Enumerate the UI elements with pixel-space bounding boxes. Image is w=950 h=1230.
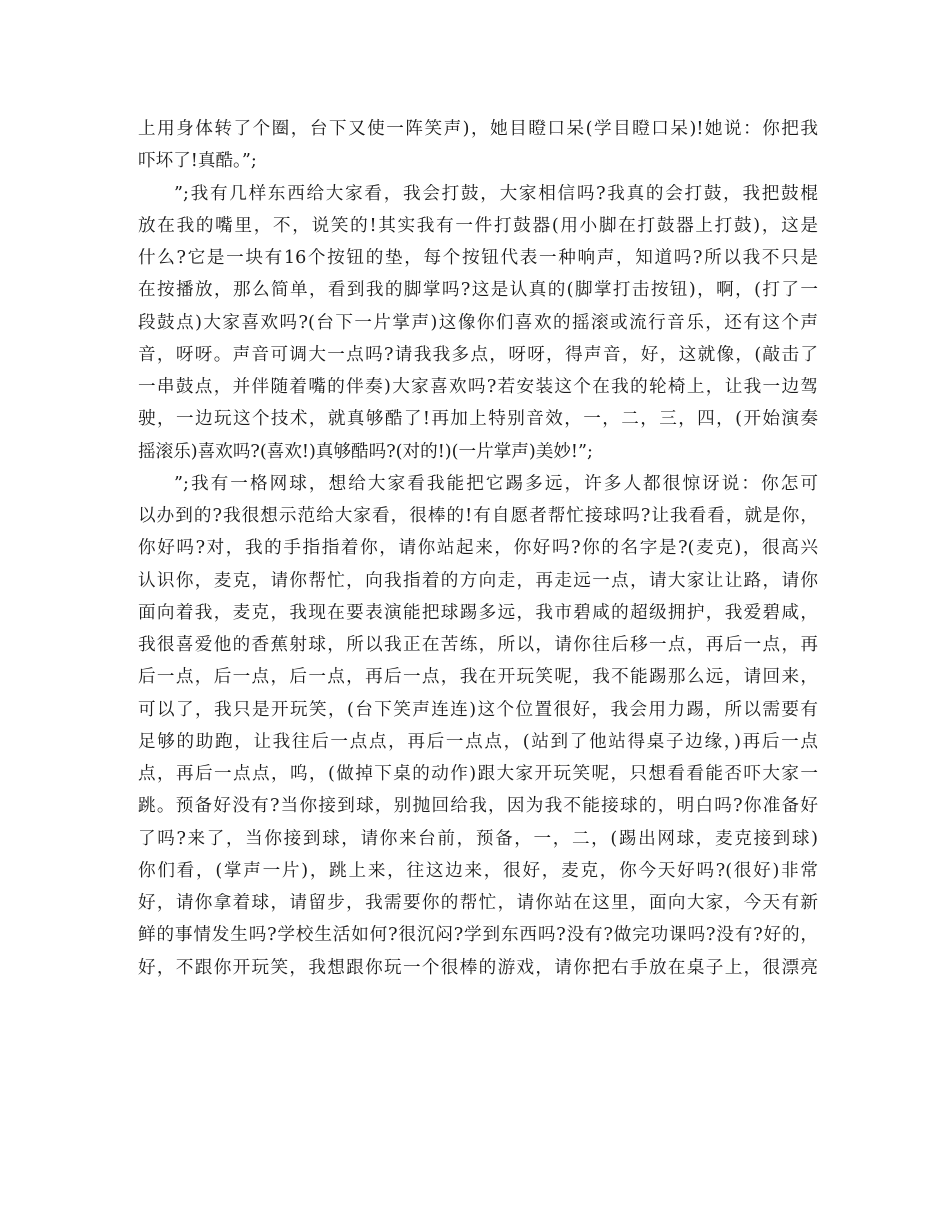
text-line: 吓坏了!真酷。”;	[138, 151, 257, 172]
text-line: 鲜的事情发生吗?学校生活如何?很沉闷?学到东西吗?没有?做完功课吗?没有?好的，	[138, 925, 818, 946]
text-line: 以办到的?我很想示范给大家看，很棒的!有自愿者帮忙接球吗?让我看看，就是你，	[138, 506, 818, 526]
text-line: 音，呀呀。声音可调大一点吗?请我我多点，呀呀，得声音，好，这就像，(敲击了	[138, 344, 818, 365]
text-line: 好，不跟你开玩笑，我想跟你玩一个很棒的游戏，请你把右手放在桌子上，很漂亮	[138, 957, 818, 978]
text-line: 后一点，后一点，后一点，再后一点，我在开玩笑呢，我不能踢那么远，请回来，	[138, 667, 818, 688]
text-line: 跳。预备好没有?当你接到球，别抛回给我，因为我不能接球的，明白吗?你准备好	[138, 796, 818, 817]
text-line: 点，再后一点点，呜，(做掉下桌的动作)跟大家开玩笑呢，只想看看能否吓大家一	[138, 764, 818, 784]
text-line: 你们看，(掌声一片)，跳上来，往这边来，很好，麦克，你今天好吗?(很好)非常	[138, 860, 818, 881]
text-line: 好，请你拿着球，请留步，我需要你的帮忙，请你站在这里，面向大家，今天有新	[138, 893, 818, 913]
text-line: 段鼓点)大家喜欢吗?(台下一片掌声)这像你们喜欢的摇滚或流行音乐，还有这个声	[138, 312, 818, 333]
text-line: 摇滚乐)喜欢吗?(喜欢!)真够酷吗?(对的!)(一片掌声)美妙!”;	[138, 441, 593, 462]
body-text	[138, 113, 818, 984]
text-line: 了吗?来了，当你接到球，请你来台前，预备，一，二，(踢出网球，麦克接到球)	[138, 828, 818, 849]
text-line: 什么?它是一块有16个按钮的垫，每个按钮代表一种响声，知道吗?所以我不只是	[138, 248, 818, 268]
text-line: 一串鼓点，并伴随着嘴的伴奏)大家喜欢吗?若安装这个在我的轮椅上，让我一边驾	[138, 377, 818, 397]
text-line: 驶，一边玩这个技术，就真够酷了!再加上特别音效，一，二，三，四，(开始演奏	[138, 409, 818, 430]
text-line: ”;我有几样东西给大家看，我会打鼓，大家相信吗?我真的会打鼓，我把鼓棍	[174, 183, 818, 204]
text-line: 可以了，我只是开玩笑，(台下笑声连连)这个位置很好，我会用力踢，所以需要有	[138, 699, 818, 720]
text-line: 我很喜爱他的香蕉射球，所以我正在苦练，所以，请你往后移一点，再后一点，再	[138, 635, 818, 655]
text-line: 放在我的嘴里，不，说笑的!其实我有一件打鼓器(用小脚在打鼓器上打鼓)，这是	[138, 215, 818, 236]
text-line: 上用身体转了个圈，台下又使一阵笑声)，她目瞪口呆(学目瞪口呆)!她说：你把我	[138, 119, 818, 139]
text-line: 面向着我，麦克，我现在要表演能把球踢多远，我市碧咸的超级拥护，我爱碧咸，	[138, 602, 818, 623]
text-line: 足够的助跑，让我往后一点点，再后一点点，(站到了他站得桌子边缘，)再后一点	[138, 731, 818, 752]
text-line: 在按播放，那么简单，看到我的脚掌吗?这是认真的(脚掌打击按钮)，啊，(打了一	[138, 280, 818, 301]
text-line: ”;我有一格网球，想给大家看我能把它踢多远，许多人都很惊讶说：你怎可	[174, 473, 818, 494]
text-line: 你好吗?对，我的手指指着你，请你站起来，你好吗?你的名字是?(麦克)，很高兴	[138, 538, 818, 559]
text-line: 认识你，麦克，请你帮忙，向我指着的方向走，再走远一点，请大家让让路，请你	[138, 570, 818, 591]
